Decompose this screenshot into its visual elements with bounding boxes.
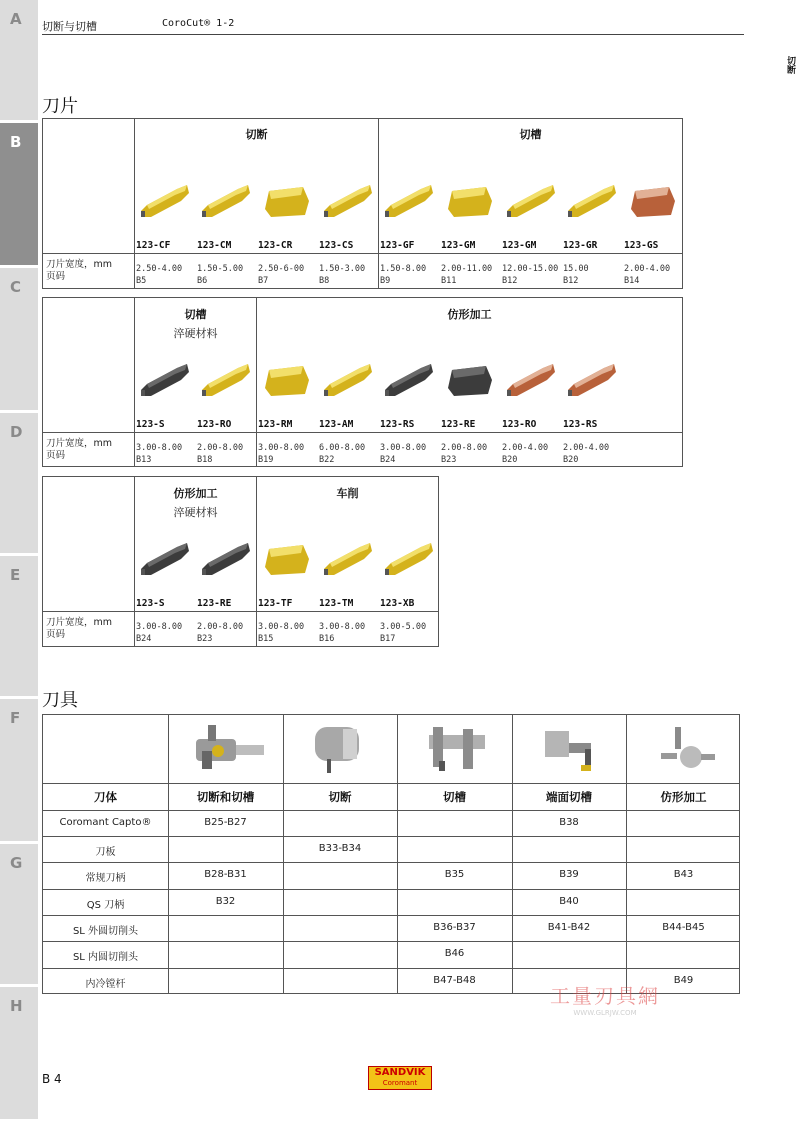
- insert-code: 123-RS: [380, 419, 415, 430]
- row-label-width-page: 刀片宽度，mm 页码: [46, 259, 113, 282]
- insert-code: 123-RO: [197, 419, 232, 430]
- group-turning: 车削: [336, 487, 359, 500]
- profiling-tool-image: [655, 721, 725, 777]
- side-label: 切断: [785, 56, 795, 74]
- page-number: B 4: [42, 1072, 62, 1086]
- blade-tool-image: [305, 721, 375, 777]
- insert-code: 123-TM: [319, 598, 354, 609]
- page-header: [42, 16, 744, 35]
- insert-width-page: 2.50-4.00 B5: [136, 264, 183, 286]
- inserts-table-2: [42, 297, 683, 467]
- tool-page-ref: B35: [444, 869, 465, 880]
- insert-width-page: 3.00-8.00 B24: [380, 443, 427, 465]
- insert-icon: [442, 358, 498, 402]
- insert-width-page: 1.50-8.00 B9: [380, 264, 427, 286]
- insert-code: 123-CM: [197, 240, 232, 251]
- insert-code: 123-RO: [502, 419, 537, 430]
- tool-page-ref: B41-B42: [547, 922, 591, 933]
- insert-width-page: 2.50-6-00 B7: [258, 264, 305, 286]
- insert-code: 123-RS: [563, 419, 598, 430]
- insert-icon: [259, 537, 315, 581]
- tool-page-ref: B40: [559, 896, 579, 907]
- watermark: 工量刃具網 WWW.GLRJW.COM: [550, 984, 660, 1017]
- tool-page-ref: B32: [215, 896, 236, 907]
- insert-icon: [259, 179, 315, 223]
- tool-body-name: 常规刀柄: [85, 873, 126, 884]
- insert-code: 123-S: [136, 598, 165, 609]
- insert-width-page: 3.00-8.00 B16: [319, 622, 366, 644]
- insert-code: 123-GM: [502, 240, 537, 251]
- tools-heading: 刀具: [42, 690, 78, 711]
- insert-code: 123-CS: [319, 240, 354, 251]
- insert-code: 123-RE: [197, 598, 232, 609]
- tool-page-ref: B39: [559, 869, 579, 880]
- insert-icon: [320, 358, 376, 402]
- insert-width-page: 2.00-8.00 B23: [197, 622, 244, 644]
- insert-icon: [564, 358, 620, 402]
- tool-page-ref: B38: [559, 817, 579, 828]
- insert-code: 123-XB: [380, 598, 415, 609]
- insert-code: 123-GF: [380, 240, 415, 251]
- insert-width-page: 2.00-4.00 B20: [502, 443, 549, 465]
- insert-code: 123-GR: [563, 240, 598, 251]
- tool-page-ref: B43: [673, 869, 694, 880]
- insert-code: 123-CF: [136, 240, 171, 251]
- tab-h[interactable]: H: [0, 987, 38, 1122]
- insert-width-page: 3.00-5.00 B17: [380, 622, 427, 644]
- group-grooving: 切槽: [519, 128, 542, 141]
- insert-width-page: 2.00-8.00 B23: [441, 443, 488, 465]
- insert-width-page: 1.50-3.00 B8: [319, 264, 366, 286]
- insert-icon: [503, 358, 559, 402]
- insert-width-page: 6.00-8.00 B22: [319, 443, 366, 465]
- insert-icon: [564, 179, 620, 223]
- group-cutoff: 切断: [245, 128, 268, 141]
- insert-width-page: 2.00-11.00 B11: [441, 264, 493, 286]
- tool-page-ref: B28-B31: [204, 869, 247, 880]
- insert-icon: [320, 537, 376, 581]
- subgroup-hardened: 淬硬材料: [173, 506, 218, 519]
- tab-g[interactable]: G: [0, 844, 38, 987]
- insert-width-page: 2.00-4.00 B14: [624, 264, 671, 286]
- tool-body-name: SL 内圆切削头: [72, 952, 139, 963]
- insert-width-page: 3.00-8.00 B19: [258, 443, 305, 465]
- tab-d[interactable]: D: [0, 413, 38, 556]
- row-label-width-page: 刀片宽度，mm 页码: [46, 438, 113, 461]
- insert-width-page: 3.00-8.00 B24: [136, 622, 183, 644]
- insert-icon: [198, 537, 254, 581]
- insert-code: 123-RE: [441, 419, 476, 430]
- header-title: 切断与切槽: [42, 20, 97, 33]
- insert-icon: [442, 179, 498, 223]
- insert-icon: [381, 358, 437, 402]
- sandvik-logo: SANDVIK Coromant: [368, 1066, 432, 1090]
- insert-code: 123-GS: [624, 240, 659, 251]
- tool-page-ref: B36-B37: [433, 922, 476, 933]
- insert-width-page: 3.00-8.00 B13: [136, 443, 183, 465]
- tool-body-name: QS 刀柄: [86, 900, 125, 911]
- section-tabs: [0, 0, 38, 1122]
- group-grooving: 切槽: [184, 308, 207, 321]
- insert-width-page: 1.50-5.00 B6: [197, 264, 244, 286]
- tab-e[interactable]: E: [0, 556, 38, 699]
- tool-body-name: 内冷镗杆: [85, 979, 126, 990]
- insert-width-page: 2.00-4.00 B20: [563, 443, 610, 465]
- inserts-table-1: [42, 118, 683, 289]
- tab-b[interactable]: B: [0, 123, 38, 268]
- tab-c[interactable]: C: [0, 268, 38, 413]
- insert-icon: [503, 179, 559, 223]
- tools-header-cell: 切断: [328, 790, 352, 804]
- insert-icon: [137, 358, 193, 402]
- insert-width-page: 15.00 B12: [563, 264, 589, 286]
- tools-header-cell: 端面切槽: [546, 790, 592, 804]
- tool-page-ref: B47-B48: [433, 975, 476, 986]
- tool-page-ref: B44-B45: [662, 922, 705, 933]
- insert-code: 123-AM: [319, 419, 354, 430]
- insert-icon: [381, 537, 437, 581]
- row-label-width-page: 刀片宽度，mm 页码: [46, 617, 113, 640]
- insert-code: 123-RM: [258, 419, 293, 430]
- insert-icon: [625, 179, 681, 223]
- group-profiling: 仿形加工: [447, 308, 492, 321]
- tool-body-name: 刀板: [95, 847, 116, 858]
- insert-width-page: 12.00-15.00 B12: [502, 264, 559, 286]
- insert-icon: [381, 179, 437, 223]
- tools-header-cell: 仿形加工: [660, 790, 707, 804]
- inserts-table-3: [42, 476, 439, 647]
- insert-width-page: 3.00-8.00 B15: [258, 622, 305, 644]
- insert-icon: [198, 358, 254, 402]
- header-product: CoroCut® 1-2: [162, 18, 235, 29]
- tool-page-ref: B25-B27: [204, 817, 247, 828]
- capto-tool-image: [188, 721, 268, 777]
- insert-icon: [198, 179, 254, 223]
- insert-icon: [259, 358, 315, 402]
- face-grooving-tool-image: [541, 721, 611, 777]
- subgroup-hardened: 淬硬材料: [173, 327, 218, 340]
- tool-body-name: Coromant Capto®: [59, 817, 152, 828]
- tab-f[interactable]: F: [0, 699, 38, 844]
- tool-page-ref: B33-B34: [318, 843, 362, 854]
- tools-header-cell: 切断和切槽: [196, 790, 255, 804]
- inserts-heading: 刀片: [42, 96, 78, 117]
- insert-code: 123-S: [136, 419, 165, 430]
- group-profiling: 仿形加工: [173, 487, 218, 500]
- tab-a[interactable]: A: [0, 0, 38, 123]
- insert-code: 123-CR: [258, 240, 293, 251]
- insert-icon: [137, 179, 193, 223]
- tool-page-ref: B49: [673, 975, 694, 986]
- tool-page-ref: B46: [444, 948, 465, 959]
- insert-icon: [137, 537, 193, 581]
- tools-header-cell: 切槽: [443, 790, 466, 804]
- insert-code: 123-TF: [258, 598, 293, 609]
- insert-code: 123-GM: [441, 240, 476, 251]
- grooving-tool-image: [423, 721, 493, 777]
- insert-width-page: 2.00-8.00 B18: [197, 443, 244, 465]
- tool-body-name: SL 外圆切削头: [72, 926, 139, 937]
- tools-header-cell: 刀体: [94, 790, 117, 804]
- insert-icon: [320, 179, 376, 223]
